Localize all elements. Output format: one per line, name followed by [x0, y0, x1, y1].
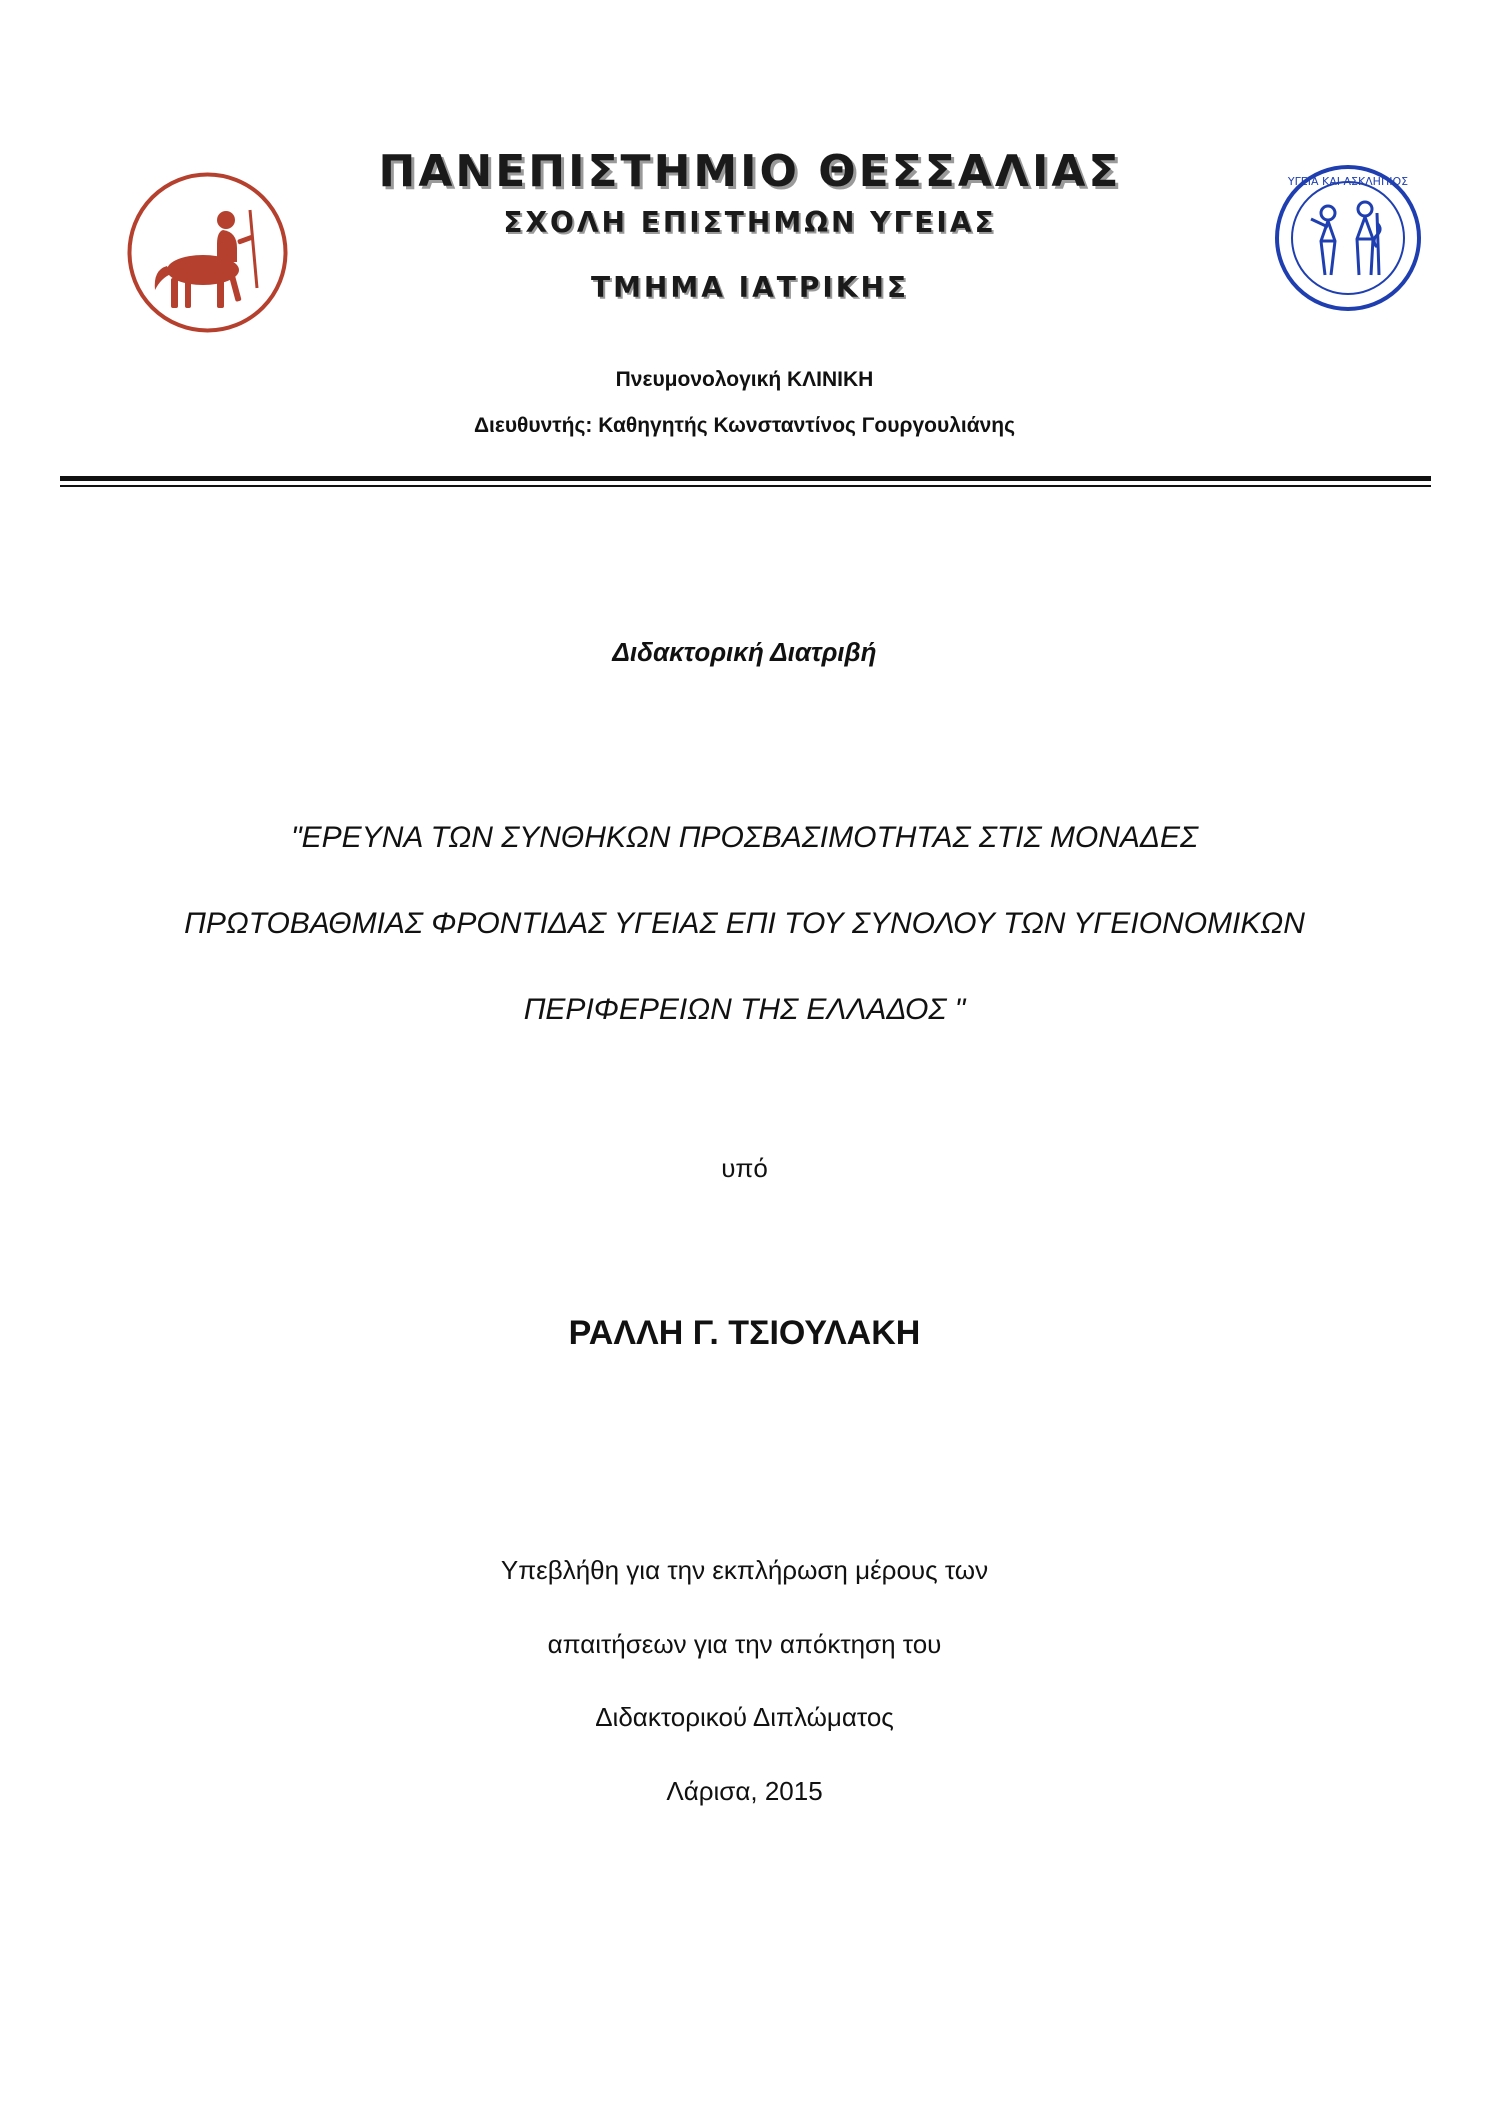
thesis-title-line-2: ΠΡΩΤΟΒΑΘΜΙΑΣ ΦΡΟΝΤΙΔΑΣ ΥΓΕΙΑΣ ΕΠΙ ΤΟΥ ΣΥΝΟΛΟΥ ΤΩΝ ΥΓΕΙΟΝΟΜΙΚΩΝ	[184, 907, 1305, 940]
header-divider-thick	[60, 476, 1431, 481]
school-title: ΣΧΟΛΗ ΕΠΙΣΤΗΜΩΝ ΥΓΕΙΑΣ	[503, 206, 997, 239]
thesis-type: Διδακτορική Διατριβή	[612, 637, 877, 667]
director-line: Διευθυντής: Καθηγητής Κωνσταντίνος Γουργουλιάνης	[473, 414, 1016, 437]
header-divider-thin	[60, 485, 1431, 487]
submission-line-1: Υπεβλήθη για την εκπλήρωση μέρους των	[500, 1555, 989, 1585]
university-title: ΠΑΝΕΠΙΣΤΗΜΙΟ ΘΕΣΣΑΛΙΑΣ	[378, 146, 1122, 197]
submission-line-3: Διδακτορικού Διπλώματος	[595, 1702, 894, 1732]
seal-icon	[1273, 163, 1423, 313]
university-logo	[125, 170, 290, 335]
place-date: Λάρισα, 2015	[666, 1776, 823, 1806]
submission-line-2: απαιτήσεων για την απόκτηση του	[547, 1629, 942, 1659]
department-title: ΤΜΗΜΑ ΙΑΤΡΙΚΗΣ	[590, 271, 910, 304]
seal-text: ΥΓΕΙΑ ΚΑΙ ΑΣΚΛΗΠΙΟΣ	[1287, 175, 1409, 188]
thesis-title-line-1: "ΕΡΕΥΝΑ ΤΩΝ ΣΥΝΘΗΚΩΝ ΠΡΟΣΒΑΣΙΜΟΤΗΤΑΣ ΣΤΙΣ ΜΟΝΑΔΕΣ	[291, 821, 1198, 854]
author-name: ΡΑΛΛΗ Γ. ΤΣΙΟΥΛΑΚΗ	[568, 1314, 921, 1352]
clinic-name: Πνευμονολογική ΚΛΙΝΙΚΗ	[615, 368, 874, 391]
health-seal-logo	[1273, 163, 1423, 313]
by-label: υπό	[721, 1153, 768, 1183]
thesis-title-line-3: ΠΕΡΙΦΕΡΕΙΩΝ ΤΗΣ ΕΛΛΑΔΟΣ "	[523, 993, 966, 1026]
centaur-icon	[125, 170, 290, 335]
